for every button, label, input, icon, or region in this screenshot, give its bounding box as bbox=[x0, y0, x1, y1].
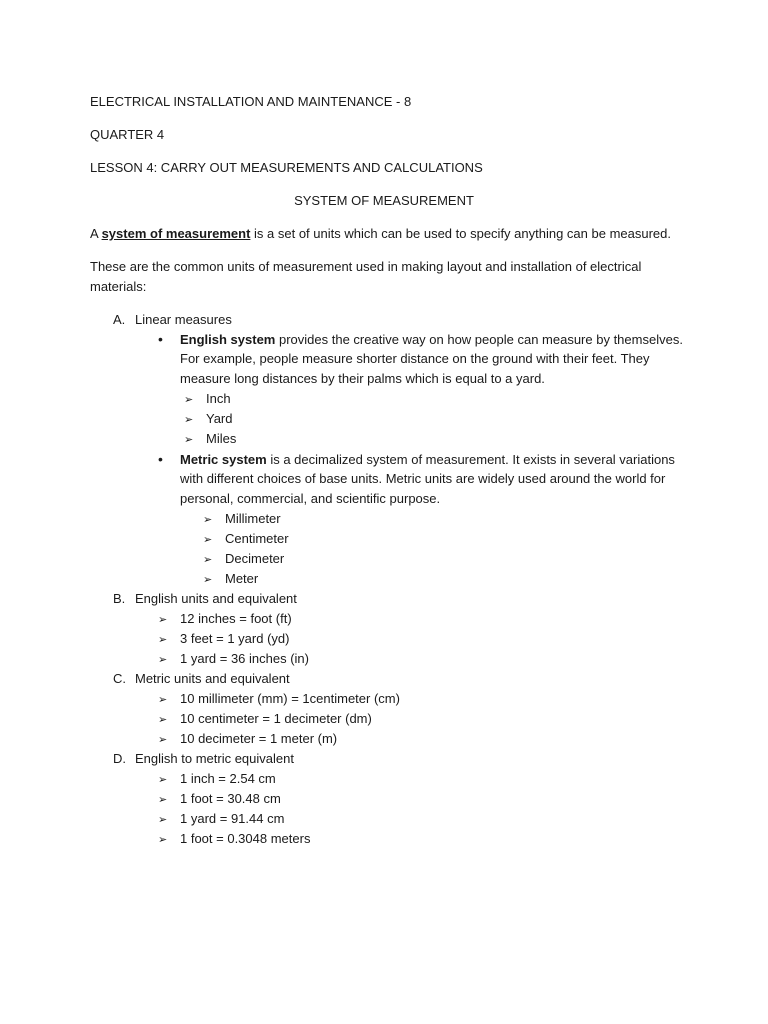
list-item: ➢ Decimeter bbox=[203, 549, 284, 570]
arrow-bullet-icon: ➢ bbox=[158, 634, 168, 646]
section-d-title: English to metric equivalent bbox=[135, 751, 294, 766]
arrow-bullet-icon: ➢ bbox=[158, 814, 168, 826]
list-item: ➢ 1 yard = 36 inches (in) bbox=[158, 649, 309, 670]
english-system-term: English system bbox=[180, 332, 276, 347]
arrow-bullet-icon: ➢ bbox=[158, 714, 168, 726]
section-b-letter: B. bbox=[113, 591, 126, 606]
english-system-bullet bbox=[158, 329, 683, 350]
arrow-bullet-icon: ➢ bbox=[184, 434, 194, 446]
arrow-bullet-icon: ➢ bbox=[158, 654, 168, 666]
arrow-bullet-icon: ➢ bbox=[158, 734, 168, 746]
section-d-letter: D. bbox=[113, 751, 126, 766]
arrow-bullet-icon: ➢ bbox=[184, 394, 194, 406]
section-a-letter: A. bbox=[113, 312, 126, 327]
intro-paragraph-line1: These are the common units of measurement used in making layout and installation of electrical bbox=[90, 259, 642, 274]
list-item: ➢ Millimeter bbox=[203, 509, 281, 530]
arrow-bullet-icon: ➢ bbox=[158, 794, 168, 806]
section-c-title: Metric units and equivalent bbox=[135, 671, 290, 686]
list-item: ➢ Meter bbox=[203, 569, 258, 590]
list-item: ➢ Yard bbox=[184, 409, 233, 430]
course-title: ELECTRICAL INSTALLATION AND MAINTENANCE - 8 bbox=[90, 94, 412, 109]
definition-prefix: A bbox=[90, 226, 102, 241]
arrow-bullet-icon: ➢ bbox=[158, 694, 168, 706]
arrow-bullet-icon: ➢ bbox=[158, 614, 168, 626]
arrow-bullet-icon: ➢ bbox=[158, 834, 168, 846]
quarter-label: QUARTER 4 bbox=[90, 127, 165, 142]
section-d-heading bbox=[113, 749, 294, 769]
list-item: ➢ 12 inches = foot (ft) bbox=[158, 609, 292, 630]
metric-system-term: Metric system bbox=[180, 452, 267, 467]
list-item: ➢ 1 foot = 30.48 cm bbox=[158, 789, 281, 810]
arrow-bullet-icon: ➢ bbox=[203, 514, 213, 526]
metric-system-bullet bbox=[158, 449, 675, 470]
list-item: ➢ Miles bbox=[184, 429, 236, 450]
english-system-line2: For example, people measure shorter distance on the ground with their feet. They bbox=[180, 351, 650, 366]
definition-text: is a set of units which can be used to specify anything can be measured. bbox=[250, 226, 671, 241]
list-item: ➢ 1 foot = 0.3048 meters bbox=[158, 829, 310, 850]
list-item: ➢ 1 inch = 2.54 cm bbox=[158, 769, 276, 790]
metric-system-text: is a decimalized system of measurement. It exists in several variations bbox=[266, 452, 675, 467]
lesson-title: LESSON 4: CARRY OUT MEASUREMENTS AND CALCULATIONS bbox=[90, 160, 483, 175]
english-system-line3: measure long distances by their palms which is equal to a yard. bbox=[180, 371, 545, 386]
metric-system-line2: with different choices of base units. Metric units are widely used around the world for bbox=[180, 471, 666, 486]
section-c-letter: C. bbox=[113, 671, 126, 686]
list-item: ➢ 10 millimeter (mm) = 1centimeter (cm) bbox=[158, 689, 400, 710]
section-c-heading bbox=[113, 669, 290, 689]
arrow-bullet-icon: ➢ bbox=[203, 534, 213, 546]
page-title: SYSTEM OF MEASUREMENT bbox=[294, 193, 474, 208]
list-item: ➢ 10 decimeter = 1 meter (m) bbox=[158, 729, 337, 750]
list-item: ➢ Centimeter bbox=[203, 529, 289, 550]
arrow-bullet-icon: ➢ bbox=[158, 774, 168, 786]
arrow-bullet-icon: ➢ bbox=[203, 554, 213, 566]
list-item: ➢ 3 feet = 1 yard (yd) bbox=[158, 629, 289, 650]
arrow-bullet-icon: ➢ bbox=[203, 574, 213, 586]
arrow-bullet-icon: ➢ bbox=[184, 414, 194, 426]
section-a-title: Linear measures bbox=[135, 312, 232, 327]
section-b-title: English units and equivalent bbox=[135, 591, 297, 606]
list-item: ➢ 1 yard = 91.44 cm bbox=[158, 809, 284, 830]
bullet-icon: • bbox=[158, 331, 163, 347]
english-system-text: provides the creative way on how people can measure by themselves. bbox=[275, 332, 683, 347]
definition-term: system of measurement bbox=[101, 226, 251, 241]
section-a-heading bbox=[113, 310, 232, 330]
list-item: ➢ Inch bbox=[184, 389, 231, 410]
list-item: ➢ 10 centimeter = 1 decimeter (dm) bbox=[158, 709, 372, 730]
metric-system-line3: personal, commercial, and scientific purpose. bbox=[180, 491, 441, 506]
intro-paragraph-line2: materials: bbox=[90, 279, 147, 294]
definition-paragraph bbox=[90, 224, 671, 244]
bullet-icon: • bbox=[158, 451, 163, 467]
section-b-heading bbox=[113, 589, 297, 609]
